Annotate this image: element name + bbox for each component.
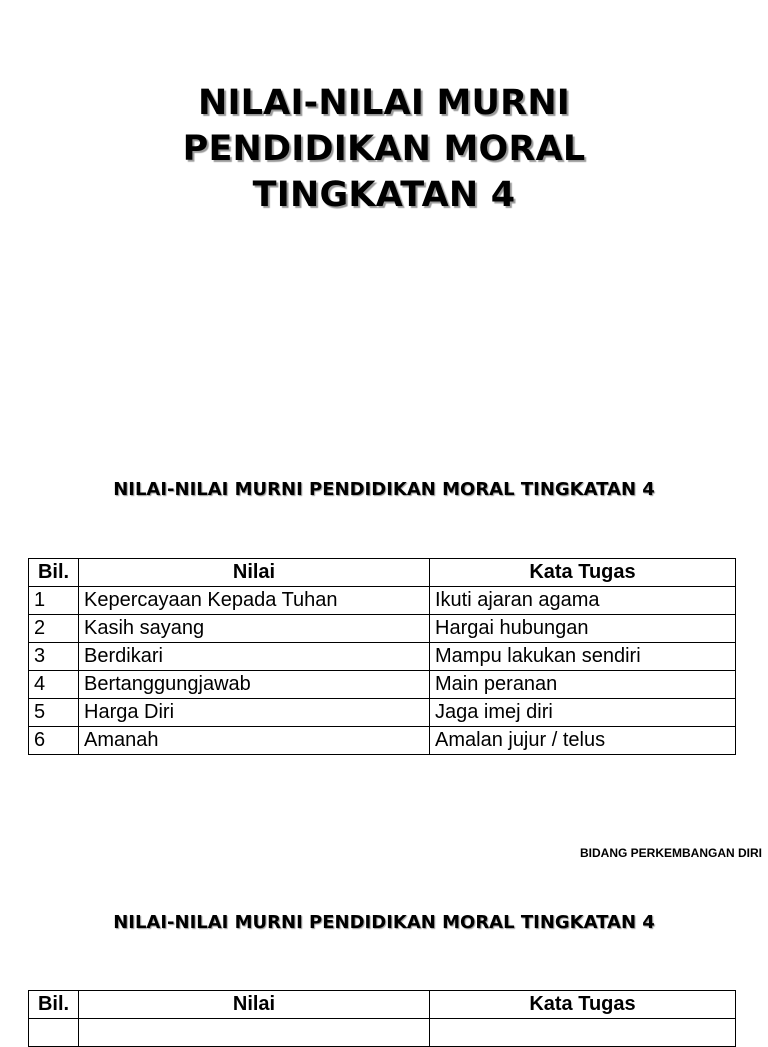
row-number: 5 [29, 699, 79, 727]
table-row [29, 643, 736, 671]
table-row [29, 671, 736, 699]
table-header-row [29, 559, 736, 587]
main-title [0, 80, 768, 218]
header-bil: Bil. [29, 991, 79, 1019]
row-nilai: Berdikari [79, 643, 430, 671]
row-kata-tugas: Hargai hubungan [430, 615, 736, 643]
section-1-title: NILAI-NILAI MURNI PENDIDIKAN MORAL TINGKATAN 4 [113, 479, 655, 500]
row-kata-tugas: Amalan jujur / telus [430, 727, 736, 755]
header-nilai: Nilai [79, 559, 430, 587]
row-number: 1 [29, 587, 79, 615]
row-kata-tugas: Mampu lakukan sendiri [430, 643, 736, 671]
main-title-line-1: NILAI-NILAI MURNI [197, 83, 571, 123]
row-number: 2 [29, 615, 79, 643]
row-nilai: Kepercayaan Kepada Tuhan [79, 587, 430, 615]
section-2-title: NILAI-NILAI MURNI PENDIDIKAN MORAL TINGKATAN 4 [113, 912, 655, 933]
table-row [29, 587, 736, 615]
header-nilai: Nilai [79, 991, 430, 1019]
table-row [29, 699, 736, 727]
row-kata-tugas: Main peranan [430, 671, 736, 699]
row-number: 6 [29, 727, 79, 755]
row-nilai: Harga Diri [79, 699, 430, 727]
values-table-1 [28, 558, 736, 755]
row-kata-tugas: Jaga imej diri [430, 699, 736, 727]
header-kata-tugas: Kata Tugas [430, 559, 736, 587]
table-row [29, 727, 736, 755]
row-number: 3 [29, 643, 79, 671]
table-row [29, 615, 736, 643]
row-number [29, 1019, 79, 1047]
section-1-footer: BIDANG PERKEMBANGAN DIRI [579, 846, 762, 860]
row-kata-tugas [430, 1019, 736, 1047]
row-nilai: Bertanggungjawab [79, 671, 430, 699]
row-number: 4 [29, 671, 79, 699]
row-nilai: Kasih sayang [79, 615, 430, 643]
table-header-row [29, 991, 736, 1019]
table-row [29, 1019, 736, 1047]
main-title-line-2: PENDIDIKAN MORAL [182, 129, 586, 169]
main-title-line-3: TINGKATAN 4 [252, 175, 516, 215]
header-kata-tugas: Kata Tugas [430, 991, 736, 1019]
row-kata-tugas: Ikuti ajaran agama [430, 587, 736, 615]
header-bil: Bil. [29, 559, 79, 587]
row-nilai: Amanah [79, 727, 430, 755]
values-table-2 [28, 990, 736, 1047]
row-nilai [79, 1019, 430, 1047]
